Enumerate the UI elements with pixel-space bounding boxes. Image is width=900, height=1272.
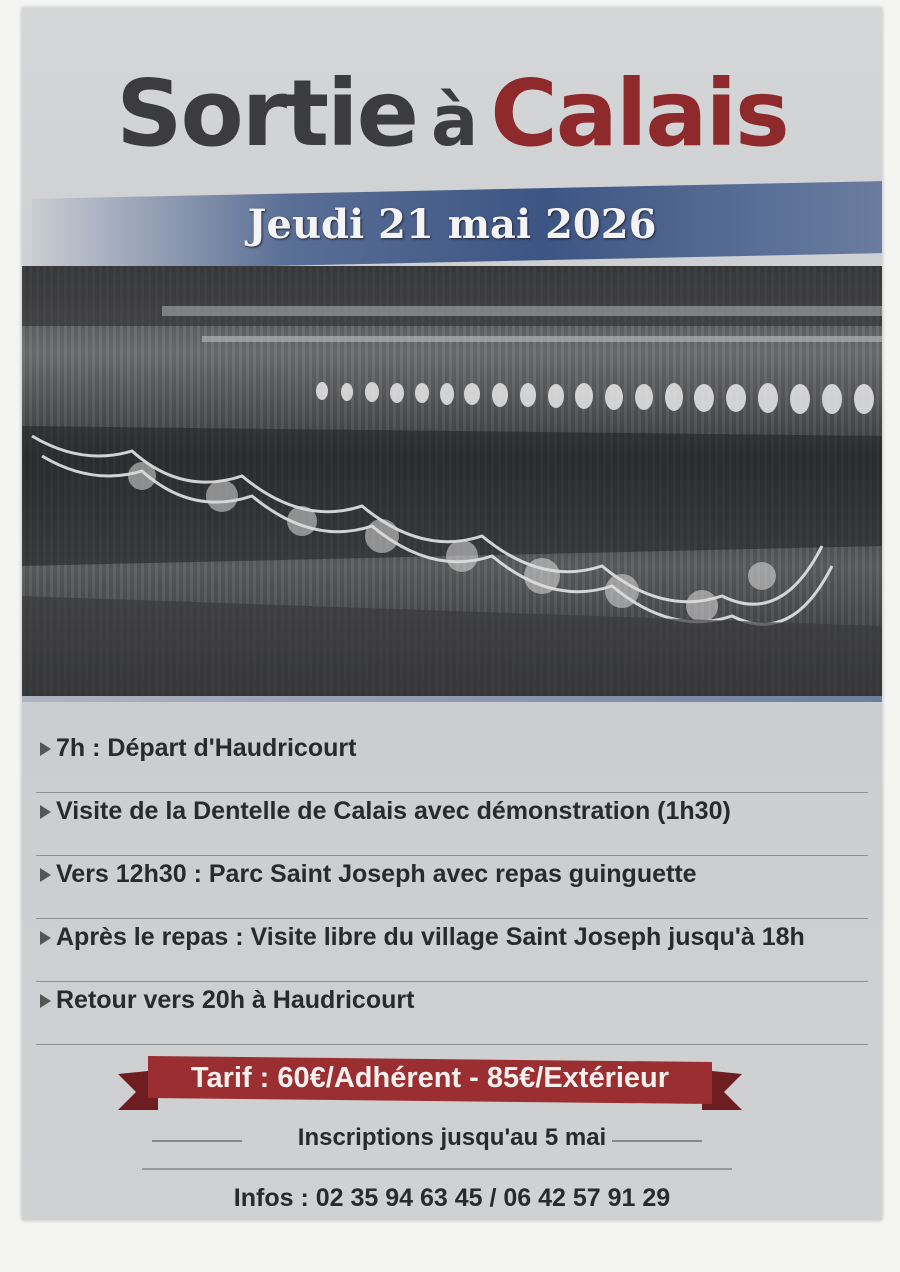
poster-sheet: [22, 8, 882, 1220]
inscriptions-text: Inscriptions jusqu'au 5 mai: [297, 1124, 607, 1151]
triangle-bullet-icon: [40, 931, 51, 945]
list-item: [36, 793, 868, 856]
triangle-bullet-icon: [40, 742, 51, 756]
list-item: [36, 856, 868, 919]
lace-machine-photo: [22, 266, 882, 696]
event-date: Jeudi 21 mai 2026: [247, 201, 657, 248]
triangle-bullet-icon: [40, 805, 51, 819]
separator-line: [142, 1168, 732, 1170]
list-item: [36, 919, 868, 982]
program-text: Retour vers 20h à Haudricourt: [56, 986, 415, 1014]
program-text: Après le repas : Visite libre du village Saint Joseph jusqu'à 18h: [56, 923, 805, 951]
program-text: Vers 12h30 : Parc Saint Joseph avec repas guinguette: [56, 860, 697, 888]
program-list: [36, 730, 868, 1045]
poster-title: [22, 60, 882, 167]
title-sortie: Sortie: [116, 60, 417, 167]
lace-machine-illustration: [22, 266, 882, 696]
program-text: 7h : Départ d'Haudricourt: [56, 734, 357, 762]
infos-contact: Infos : 02 35 94 63 45 / 06 42 57 91 29: [233, 1184, 671, 1212]
tarif-text: Tarif : 60€/Adhérent - 85€/Extérieur: [190, 1062, 670, 1094]
program-text: Visite de la Dentelle de Calais avec démonstration (1h30): [56, 797, 731, 825]
triangle-bullet-icon: [40, 868, 51, 882]
photo-divider: [22, 696, 882, 702]
list-item: [36, 982, 868, 1045]
title-calais: Calais: [490, 60, 788, 167]
triangle-bullet-icon: [40, 994, 51, 1008]
title-a: à: [430, 80, 477, 162]
list-item: [36, 730, 868, 793]
